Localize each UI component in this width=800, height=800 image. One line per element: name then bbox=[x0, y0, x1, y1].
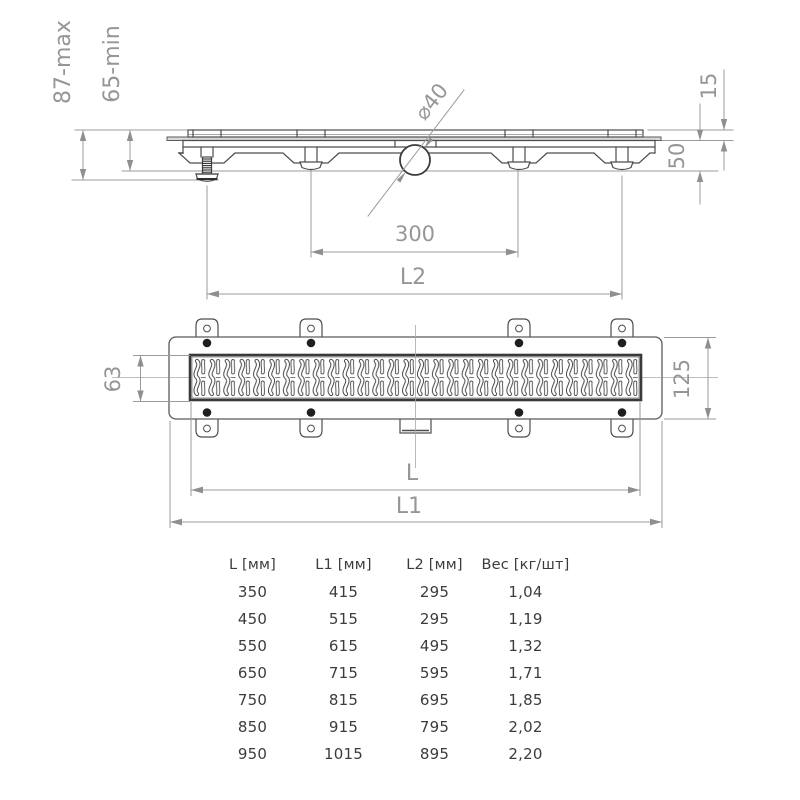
table-cell: 915 bbox=[328, 717, 359, 736]
table-cell: 415 bbox=[328, 582, 359, 601]
table-cell: 1,04 bbox=[508, 582, 543, 601]
table-cell: 350 bbox=[237, 582, 268, 601]
table-cell: 815 bbox=[328, 690, 359, 709]
table-cell: 495 bbox=[419, 636, 450, 655]
table-cell: 1,32 bbox=[508, 636, 543, 655]
col-header-l2: L2 [мм] bbox=[406, 556, 463, 573]
dim-l2: L2 bbox=[399, 265, 427, 290]
spec-table bbox=[207, 551, 571, 767]
dim-l: L bbox=[405, 461, 419, 486]
table-cell: 295 bbox=[419, 582, 450, 601]
dim-rim-height: 15 bbox=[697, 72, 721, 100]
table-cell: 950 bbox=[237, 744, 268, 763]
table-cell: 1,85 bbox=[508, 690, 543, 709]
dim-height-max: 87-max bbox=[51, 20, 76, 104]
table-cell: 695 bbox=[419, 690, 450, 709]
table-cell: 1,19 bbox=[508, 609, 543, 628]
table-cell: 750 bbox=[237, 690, 268, 709]
col-header-weight: Вес [кг/шт] bbox=[481, 556, 570, 573]
dim-body-height: 50 bbox=[665, 142, 689, 170]
dim-frame-width: 125 bbox=[670, 358, 694, 400]
table-cell: 550 bbox=[237, 636, 268, 655]
table-cell: 715 bbox=[328, 663, 359, 682]
side-view bbox=[51, 20, 733, 299]
table-cell: 450 bbox=[237, 609, 268, 628]
table-cell: 895 bbox=[419, 744, 450, 763]
col-header-l: L [мм] bbox=[228, 556, 277, 573]
plan-view bbox=[101, 319, 718, 528]
table-cell: 650 bbox=[237, 663, 268, 682]
table-cell: 595 bbox=[419, 663, 450, 682]
dim-height-min: 65-min bbox=[100, 25, 125, 103]
dim-outlet-span: 300 bbox=[394, 222, 436, 246]
dim-outlet-diameter: ⌀40 bbox=[409, 78, 454, 125]
table-cell: 1015 bbox=[324, 744, 363, 763]
table-cell: 850 bbox=[237, 717, 268, 736]
table-cell: 615 bbox=[328, 636, 359, 655]
col-header-l1: L1 [мм] bbox=[315, 556, 372, 573]
table-cell: 1,71 bbox=[508, 663, 543, 682]
table-cell: 295 bbox=[419, 609, 450, 628]
table-cell: 795 bbox=[419, 717, 450, 736]
dim-l1: L1 bbox=[395, 494, 423, 519]
dim-grate-width: 63 bbox=[101, 365, 125, 393]
table-cell: 515 bbox=[328, 609, 359, 628]
table-cell: 2,02 bbox=[508, 717, 543, 736]
table-cell: 2,20 bbox=[508, 744, 543, 763]
